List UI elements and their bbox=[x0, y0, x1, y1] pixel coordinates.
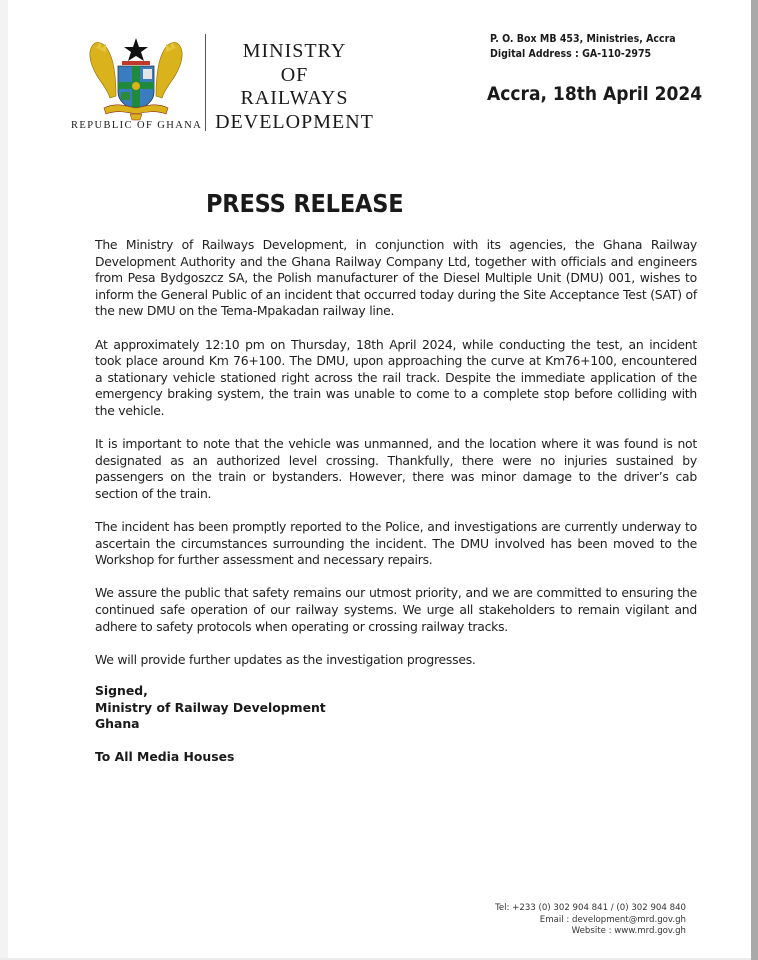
date-line: Accra, 18th April 2024 bbox=[487, 83, 703, 105]
ministry-name-line: MINISTRY bbox=[242, 40, 347, 62]
ministry-name-line: RAILWAYS bbox=[240, 87, 349, 109]
paragraph: It is important to note that the vehicle was unmanned, and the location where it was found is not designated as an authorized level crossing. Thankfully, there were no injuries sustained by passengers on the train or bystanders. However, there was minor damage to the driver’s cab section of the train. bbox=[95, 436, 697, 501]
ministry-name-line: DEVELOPMENT bbox=[215, 110, 374, 133]
paragraph: The incident has been promptly reported to the Police, and investigations are currently underway to ascertain the circumstances surrounding the incident. The DMU involved has been moved to the Workshop for further assessment and necessary repairs. bbox=[95, 519, 697, 568]
scrollbar[interactable] bbox=[751, 0, 758, 960]
republic-of-ghana-label: REPUBLIC OF GHANA bbox=[71, 120, 203, 131]
website: Website : www.mrd.gov.gh bbox=[571, 926, 686, 936]
digital-address: Digital Address : GA-110-2975 bbox=[490, 47, 652, 60]
signed-label: Signed, bbox=[95, 683, 148, 698]
letterhead-divider bbox=[205, 34, 206, 131]
po-box: P. O. Box MB 453, Ministries, Accra bbox=[490, 32, 676, 45]
signatory-country: Ghana bbox=[95, 716, 140, 732]
press-release-body bbox=[95, 237, 697, 685]
paragraph: We will provide further updates as the investigation progresses. bbox=[95, 651, 476, 667]
contact-footer bbox=[495, 903, 686, 938]
signatory-org: Ministry of Railway Development bbox=[95, 699, 326, 715]
email: Email : development@mrd.gov.gh bbox=[539, 914, 686, 925]
page-title: PRESS RELEASE bbox=[206, 189, 404, 218]
paragraph: The Ministry of Railways Development, in conjunction with its agencies, the Ghana Railway Development Authority and the Ghana Railway Company Ltd, together with officials and engineers from Pesa Bydgoszcz SA, the Polish manufacturer of the Diesel Multiple Unit (DMU) 001, wishes to inform the General Public of an incident that occurred today during the Site Acceptance Test (SAT) of the new DMU on the Tema-Mpakadan railway line. bbox=[95, 237, 697, 319]
paragraph: We assure the public that safety remains our utmost priority, and we are committed to ensuring the continued safe operation of our railway systems. We urge all stakeholders to remain vigilant and adhere to safety protocols when operating or crossing railway tracks. bbox=[95, 585, 697, 634]
recipients-line: To All Media Houses bbox=[95, 749, 235, 764]
signature-block bbox=[95, 683, 326, 733]
paragraph: At approximately 12:10 pm on Thursday, 18th April 2024, while conducting the test, an incident took place around Km 76+100. The DMU, upon approaching the curve at Km76+100, encountered a stationary vehicle stationed right across the rail track. Despite the immediate application of the emergency braking system, the train was unable to come to a complete stop before colliding with the vehicle. bbox=[95, 336, 697, 418]
ghana-coat-of-arms-icon bbox=[86, 36, 186, 122]
ministry-name-line: OF bbox=[280, 63, 309, 86]
postal-address bbox=[490, 31, 676, 61]
ministry-name bbox=[212, 40, 377, 134]
telephone: Tel: +233 (0) 302 904 841 / (0) 302 904 840 bbox=[495, 903, 686, 913]
